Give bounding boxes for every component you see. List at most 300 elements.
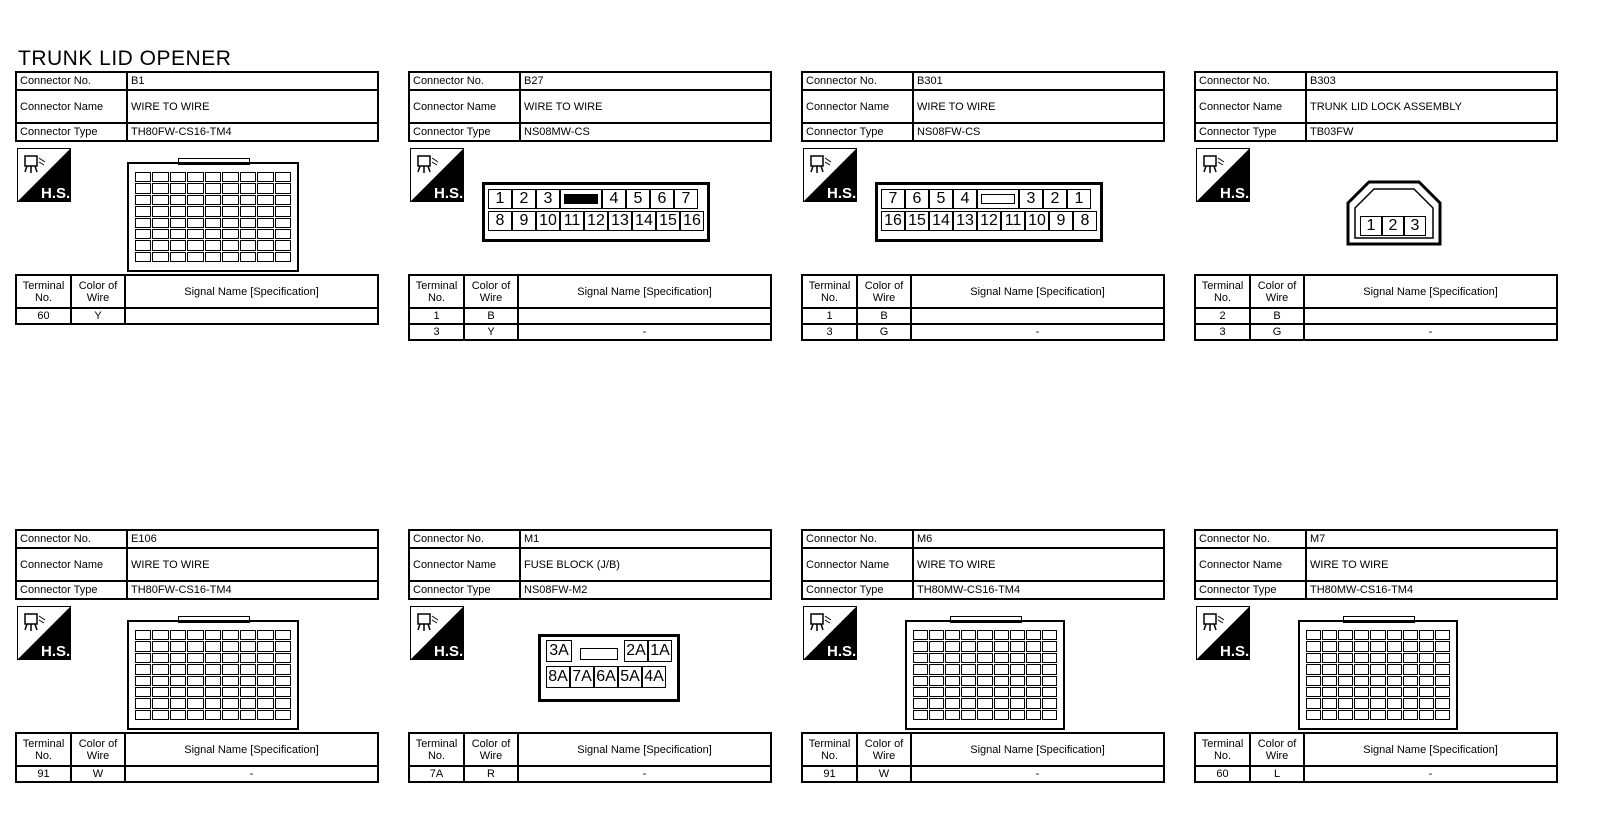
cavity <box>135 653 151 663</box>
connector-name-label: Connector Name <box>16 548 127 581</box>
cavity <box>152 641 168 651</box>
pin-cell: 3 <box>1404 216 1426 236</box>
cavity <box>205 206 221 216</box>
signal-name-header: Signal Name [Specification] <box>1304 733 1557 766</box>
connector-type-label: Connector Type <box>802 581 913 599</box>
cavity <box>152 687 168 697</box>
connector-no-value: M7 <box>1306 530 1557 548</box>
cavity <box>257 183 273 193</box>
cavity <box>1042 630 1057 640</box>
cavity <box>240 630 256 640</box>
cavity <box>187 664 203 674</box>
cavity <box>275 676 291 686</box>
cavity <box>135 710 151 720</box>
cavity <box>945 653 960 663</box>
connector-latch <box>178 616 250 623</box>
terminal-no-cell: 91 <box>16 766 71 782</box>
cavity <box>275 252 291 262</box>
connector-face-view <box>15 142 379 274</box>
svg-text:H.S.: H.S. <box>434 185 464 202</box>
cavity <box>205 710 221 720</box>
cavity <box>977 653 992 663</box>
cavity <box>1322 698 1337 708</box>
connector-name-value: TRUNK LID LOCK ASSEMBLY <box>1306 90 1557 123</box>
cavity <box>1026 664 1041 674</box>
cavity <box>913 710 928 720</box>
connector-type-label: Connector Type <box>16 123 127 141</box>
cavity <box>961 698 976 708</box>
connector-name-value: WIRE TO WIRE <box>520 90 771 123</box>
connector-latch <box>1343 616 1415 623</box>
cavity <box>135 195 151 205</box>
cavity <box>135 240 151 250</box>
cavity <box>1419 710 1434 720</box>
cavity <box>1370 630 1385 640</box>
connector-name-value: WIRE TO WIRE <box>1306 548 1557 581</box>
wire-color-cell: Y <box>71 308 125 324</box>
cavity <box>275 240 291 250</box>
cavity <box>222 630 238 640</box>
cavity <box>240 641 256 651</box>
cavity <box>1026 641 1041 651</box>
cavity <box>977 687 992 697</box>
connector-type-value: TH80MW-CS16-TM4 <box>913 581 1164 599</box>
wire-color-cell: R <box>464 766 518 782</box>
cavity <box>1403 653 1418 663</box>
cavity <box>135 698 151 708</box>
cavity <box>170 252 186 262</box>
pin-cell: 7 <box>674 189 698 209</box>
cavity <box>205 641 221 651</box>
cavity <box>945 664 960 674</box>
cavity <box>1387 641 1402 651</box>
cavity <box>1419 630 1434 640</box>
cavity <box>257 710 273 720</box>
cavity <box>170 195 186 205</box>
cavity <box>152 195 168 205</box>
cavity <box>1010 653 1025 663</box>
wire-color-cell: L <box>1250 766 1304 782</box>
cavity <box>152 653 168 663</box>
cavity <box>222 676 238 686</box>
cavity <box>961 676 976 686</box>
pin-cell: 2 <box>512 189 536 209</box>
connector-card <box>15 529 379 783</box>
connector-no-value: B301 <box>913 72 1164 90</box>
cavity <box>275 183 291 193</box>
table-row <box>802 308 1164 324</box>
cavity <box>240 653 256 663</box>
cavity <box>1354 676 1369 686</box>
connector-diagram <box>801 142 1165 274</box>
signal-name-cell: - <box>518 324 771 340</box>
cavity <box>1435 630 1450 640</box>
connector-type-value: NS08FW-M2 <box>520 581 771 599</box>
cavity <box>961 687 976 697</box>
connector-header-table <box>15 71 379 142</box>
pin-cell: 6 <box>650 189 674 209</box>
cavity <box>1387 630 1402 640</box>
cavity <box>961 630 976 640</box>
cavity <box>961 653 976 663</box>
cavity <box>1026 653 1041 663</box>
cavity <box>1042 710 1057 720</box>
table-row <box>16 766 378 782</box>
cavity <box>994 653 1009 663</box>
cavity <box>205 218 221 228</box>
connector-card <box>408 529 772 783</box>
connector-name-label: Connector Name <box>802 90 913 123</box>
connector-diagram <box>15 600 379 732</box>
pin-cell: 5 <box>626 189 650 209</box>
pin-cell: 9 <box>1049 211 1073 231</box>
cavity <box>135 252 151 262</box>
connector-no-label: Connector No. <box>1195 72 1306 90</box>
cavity <box>222 240 238 250</box>
signal-name-header: Signal Name [Specification] <box>125 275 378 308</box>
cavity <box>1370 687 1385 697</box>
cavity <box>152 664 168 674</box>
cavity <box>135 687 151 697</box>
terminal-no-header: Terminal No. <box>16 733 71 766</box>
keyway <box>977 189 1019 209</box>
cavity <box>1338 641 1353 651</box>
cavity <box>1338 664 1353 674</box>
cavity <box>913 653 928 663</box>
connector-header-table <box>408 71 772 142</box>
cavity <box>994 687 1009 697</box>
connector-no-label: Connector No. <box>16 530 127 548</box>
pin-cell: 3 <box>536 189 560 209</box>
signal-name-cell <box>1304 308 1557 324</box>
cavity <box>1026 710 1041 720</box>
terminal-no-cell: 2 <box>1195 308 1250 324</box>
cavity <box>275 206 291 216</box>
connector-face-view <box>408 600 772 732</box>
cavity <box>1403 641 1418 651</box>
cavity <box>257 664 273 674</box>
cavity <box>1306 653 1321 663</box>
connector-name-value: WIRE TO WIRE <box>127 90 378 123</box>
pin-cell: 2 <box>1043 189 1067 209</box>
cavity <box>257 687 273 697</box>
cavity <box>170 206 186 216</box>
terminal-no-cell: 1 <box>409 308 464 324</box>
connector-name-value: WIRE TO WIRE <box>913 90 1164 123</box>
cavity <box>1403 698 1418 708</box>
pin-cell: 2A <box>624 640 648 662</box>
cavity <box>205 252 221 262</box>
cavity <box>187 630 203 640</box>
pin-cell: 4 <box>602 189 626 209</box>
connector-header-table <box>801 71 1165 142</box>
cavity <box>1338 710 1353 720</box>
cavity <box>187 172 203 182</box>
cavity <box>222 710 238 720</box>
connector-diagram <box>801 600 1165 732</box>
cavity <box>187 252 203 262</box>
cavity <box>135 229 151 239</box>
cavity <box>929 653 944 663</box>
pin-cell: 11 <box>560 211 584 231</box>
cavity <box>275 630 291 640</box>
table-row <box>802 766 1164 782</box>
pin-cell: 6 <box>905 189 929 209</box>
cavity <box>1026 630 1041 640</box>
connector-face-view <box>801 600 1165 732</box>
svg-text:H.S.: H.S. <box>1220 643 1250 660</box>
cavity <box>945 710 960 720</box>
pin-cell: 10 <box>536 211 560 231</box>
cavity <box>135 641 151 651</box>
connector-latch <box>950 616 1022 623</box>
color-of-wire-header: Color of Wire <box>71 733 125 766</box>
signal-name-cell <box>911 308 1164 324</box>
pin-cell: 15 <box>656 211 680 231</box>
connector-type-value: TH80FW-CS16-TM4 <box>127 123 378 141</box>
cavity <box>205 676 221 686</box>
cavity <box>257 653 273 663</box>
keyway-mark <box>981 194 1015 204</box>
cavity <box>1306 664 1321 674</box>
connector-type-label: Connector Type <box>802 123 913 141</box>
cavity <box>170 653 186 663</box>
pin-cell: 10 <box>1025 211 1049 231</box>
connector-name-value: WIRE TO WIRE <box>127 548 378 581</box>
cavity <box>1322 687 1337 697</box>
terminal-no-header: Terminal No. <box>1195 733 1250 766</box>
color-of-wire-header: Color of Wire <box>1250 733 1304 766</box>
cavity <box>170 630 186 640</box>
cavity <box>1354 664 1369 674</box>
cavity <box>152 229 168 239</box>
wire-color-cell: B <box>857 308 911 324</box>
connector-type-label: Connector Type <box>1195 123 1306 141</box>
connector-no-label: Connector No. <box>1195 530 1306 548</box>
cavity <box>187 206 203 216</box>
cavity <box>257 698 273 708</box>
cavity <box>1306 687 1321 697</box>
cavity <box>152 183 168 193</box>
cavity <box>152 240 168 250</box>
cavity <box>1026 698 1041 708</box>
cavity <box>929 710 944 720</box>
terminal-table <box>1194 274 1558 341</box>
connector-no-value: M6 <box>913 530 1164 548</box>
cavity <box>929 664 944 674</box>
pin-cell: 8A <box>546 666 570 688</box>
color-of-wire-header: Color of Wire <box>464 275 518 308</box>
connector-name-label: Connector Name <box>802 548 913 581</box>
cavity <box>1306 710 1321 720</box>
connector-no-value: E106 <box>127 530 378 548</box>
cavity <box>1354 710 1369 720</box>
pin-cell: 14 <box>929 211 953 231</box>
cavity <box>152 252 168 262</box>
cavity <box>1387 664 1402 674</box>
cavity <box>152 676 168 686</box>
cavity <box>257 206 273 216</box>
connector-header-table <box>801 529 1165 600</box>
cavity <box>135 664 151 674</box>
pin-cell: 1 <box>1067 189 1091 209</box>
cavity <box>257 240 273 250</box>
cavity <box>275 172 291 182</box>
connector-diagram <box>1194 600 1558 732</box>
pin-cell: 4A <box>642 666 666 688</box>
connector-type-label: Connector Type <box>16 581 127 599</box>
cavity <box>240 664 256 674</box>
cavity <box>170 664 186 674</box>
cavity <box>1338 653 1353 663</box>
connector-diagram <box>408 600 772 732</box>
cavity <box>275 653 291 663</box>
cavity <box>240 240 256 250</box>
table-row <box>1195 766 1557 782</box>
cavity <box>1322 664 1337 674</box>
cavity <box>1370 710 1385 720</box>
cavity <box>1387 653 1402 663</box>
cavity <box>135 206 151 216</box>
svg-text:H.S.: H.S. <box>1220 185 1250 202</box>
cavity <box>945 698 960 708</box>
terminal-no-cell: 91 <box>802 766 857 782</box>
connector-header-table <box>408 529 772 600</box>
color-of-wire-header: Color of Wire <box>857 275 911 308</box>
cavity <box>187 698 203 708</box>
page-title: TRUNK LID OPENER <box>18 47 232 70</box>
cavity <box>961 664 976 674</box>
cavity <box>240 252 256 262</box>
wire-color-cell: W <box>71 766 125 782</box>
signal-name-header: Signal Name [Specification] <box>1304 275 1557 308</box>
cavity <box>1306 698 1321 708</box>
multi-pin-connector-outline <box>905 620 1065 730</box>
cavity <box>1322 630 1337 640</box>
cavity <box>1354 641 1369 651</box>
pin-cell: 14 <box>632 211 656 231</box>
cavity <box>929 676 944 686</box>
cavity <box>1387 687 1402 697</box>
cavity <box>222 218 238 228</box>
cavity <box>977 710 992 720</box>
connector-no-label: Connector No. <box>409 72 520 90</box>
cavity <box>1338 687 1353 697</box>
cavity <box>1322 676 1337 686</box>
pin-cell: 1 <box>488 189 512 209</box>
table-row <box>1195 324 1557 340</box>
cavity <box>1435 698 1450 708</box>
cavity <box>170 641 186 651</box>
terminal-no-cell: 60 <box>16 308 71 324</box>
cavity <box>1387 698 1402 708</box>
connector-type-value: NS08MW-CS <box>520 123 771 141</box>
pin-cell: 2 <box>1382 216 1404 236</box>
pin-cell: 6A <box>594 666 618 688</box>
signal-name-cell: - <box>1304 766 1557 782</box>
pin-cell: 1 <box>1360 216 1382 236</box>
svg-text:H.S.: H.S. <box>827 185 857 202</box>
multi-pin-connector-outline <box>127 162 299 272</box>
cavity <box>257 172 273 182</box>
cavity <box>257 229 273 239</box>
terminal-no-header: Terminal No. <box>16 275 71 308</box>
pin-cell: 12 <box>584 211 608 231</box>
cavity <box>1354 653 1369 663</box>
cavity <box>170 240 186 250</box>
cavity <box>275 687 291 697</box>
cavity <box>275 698 291 708</box>
cavity <box>152 630 168 640</box>
cavity <box>152 206 168 216</box>
table-row <box>409 324 771 340</box>
connector-header-table <box>15 529 379 600</box>
pin-cell: 4 <box>953 189 977 209</box>
cavity <box>222 664 238 674</box>
cavity <box>222 229 238 239</box>
connector-no-value: B1 <box>127 72 378 90</box>
wire-color-cell: W <box>857 766 911 782</box>
connector-card <box>1194 71 1558 341</box>
cavity <box>1435 653 1450 663</box>
cavity <box>222 252 238 262</box>
cavity <box>275 710 291 720</box>
cavity <box>170 676 186 686</box>
cavity <box>1419 676 1434 686</box>
multi-pin-connector-outline <box>1298 620 1458 730</box>
cavity <box>240 687 256 697</box>
terminal-no-cell: 3 <box>802 324 857 340</box>
cavity <box>152 218 168 228</box>
cavity <box>1435 687 1450 697</box>
connector-header-table <box>1194 71 1558 142</box>
cavity <box>222 195 238 205</box>
cavity <box>929 698 944 708</box>
cavity <box>929 641 944 651</box>
connector-face-view <box>15 600 379 732</box>
wire-color-cell: G <box>1250 324 1304 340</box>
cavity <box>152 698 168 708</box>
pin-cell: 16 <box>680 211 704 231</box>
cavity <box>257 195 273 205</box>
cavity <box>240 172 256 182</box>
connector-face-view <box>801 142 1165 274</box>
pin-cell: 5A <box>618 666 642 688</box>
cavity <box>1354 687 1369 697</box>
cavity <box>994 710 1009 720</box>
cavity <box>1338 698 1353 708</box>
terminal-table <box>15 732 379 783</box>
cavity <box>240 183 256 193</box>
cavity <box>1338 630 1353 640</box>
pin-cell: 7A <box>570 666 594 688</box>
pin-cell: 1A <box>648 640 672 662</box>
cavity <box>1403 676 1418 686</box>
cavity <box>257 676 273 686</box>
pin-cell: 11 <box>1001 211 1025 231</box>
table-row <box>409 308 771 324</box>
signal-name-cell <box>518 308 771 324</box>
pin-cell: 13 <box>953 211 977 231</box>
cavity <box>1042 653 1057 663</box>
cavity <box>913 664 928 674</box>
cavity <box>222 206 238 216</box>
terminal-no-cell: 60 <box>1195 766 1250 782</box>
cavity <box>1419 653 1434 663</box>
terminal-table <box>1194 732 1558 783</box>
cavity <box>205 653 221 663</box>
cavity <box>135 172 151 182</box>
